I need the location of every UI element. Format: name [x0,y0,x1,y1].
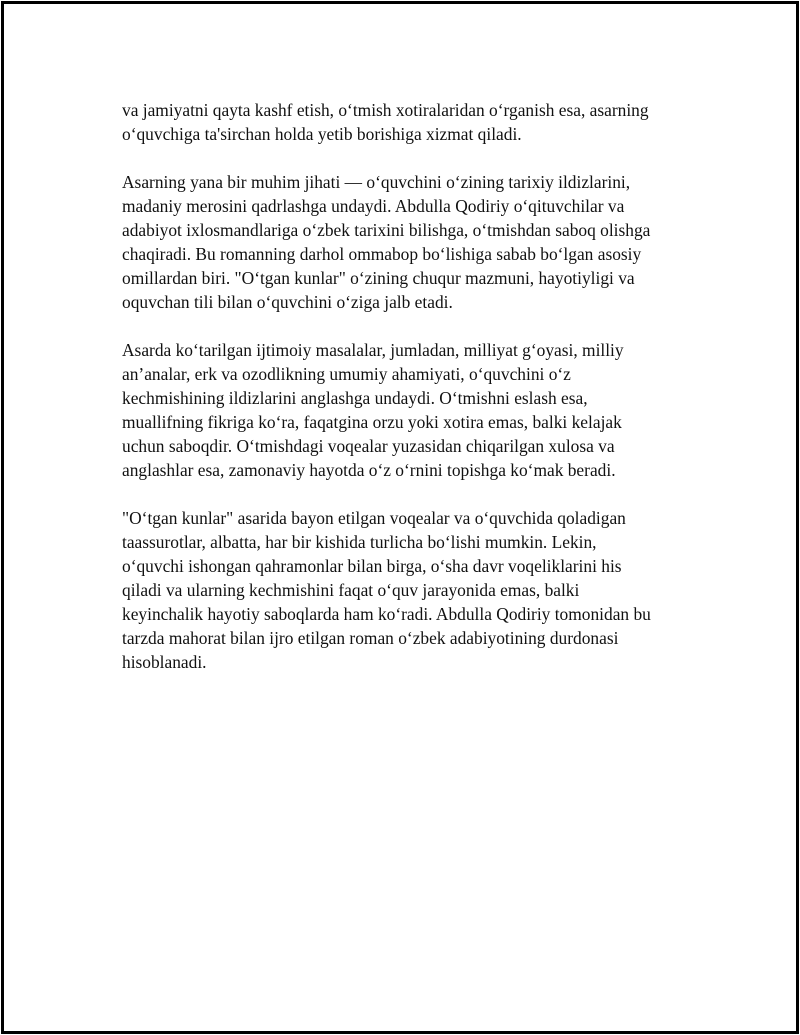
paragraph-2: Asarning yana bir muhim jihati — o‘quvchini o‘zining tarixiy ildizlarini, madaniy merosini qadrlashga undaydi. Abdulla Qodiriy o‘qituvchilar va adabiyot ixlosmandlariga o‘zbek tarixini bilishga, o‘tmishdan saboq olishga chaqiradi. Bu romanning darhol ommabop bo‘lishiga sabab bo‘lgan asosiy omillardan biri. "O‘tgan kunlar" o‘zining chuqur mazmuni, hayotiyligi va oquvchan tili bilan o‘quvchini o‘ziga jalb etadi. [122,172,651,312]
paragraph-3: Asarda ko‘tarilgan ijtimoiy masalalar, jumladan, milliyat g‘oyasi, milliy an’analar, erk va ozodlikning umumiy ahamiyati, o‘quvchini o‘z kechmishining ildizlarini anglashga undaydi. O‘tmishni eslash esa, muallifning fikriga ko‘ra, faqatgina orzu yoki xotira emas, balki kelajak uchun saboqdir. O‘tmishdagi voqealar yuzasidan chiqarilgan xulosa va anglashlar esa, zamonaviy hayotda o‘z o‘rnini topishga ko‘mak beradi. [122,340,624,480]
document-body [122,98,702,698]
paragraph-1: va jamiyatni qayta kashf etish, o‘tmish xotiralaridan o‘rganish esa, asarning o‘quvchiga ta'sirchan holda yetib borishiga xizmat qiladi. [122,100,649,144]
page-frame [1,1,799,1034]
paragraph-4: "O‘tgan kunlar" asarida bayon etilgan voqealar va o‘quvchida qoladigan taassurotlar, albatta, har bir kishida turlicha bo‘lishi mumkin. Lekin, o‘quvchi ishongan qahramonlar bilan birga, o‘sha davr voqeliklarini his qiladi va ularning kechmishini faqat o‘quv jarayonida emas, balki keyinchalik hayotiy saboqlarda ham ko‘radi. Abdulla Qodiriy tomonidan bu tarzda mahorat bilan ijro etilgan roman o‘zbek adabiyotining durdonasi hisoblanadi. [122,508,651,672]
